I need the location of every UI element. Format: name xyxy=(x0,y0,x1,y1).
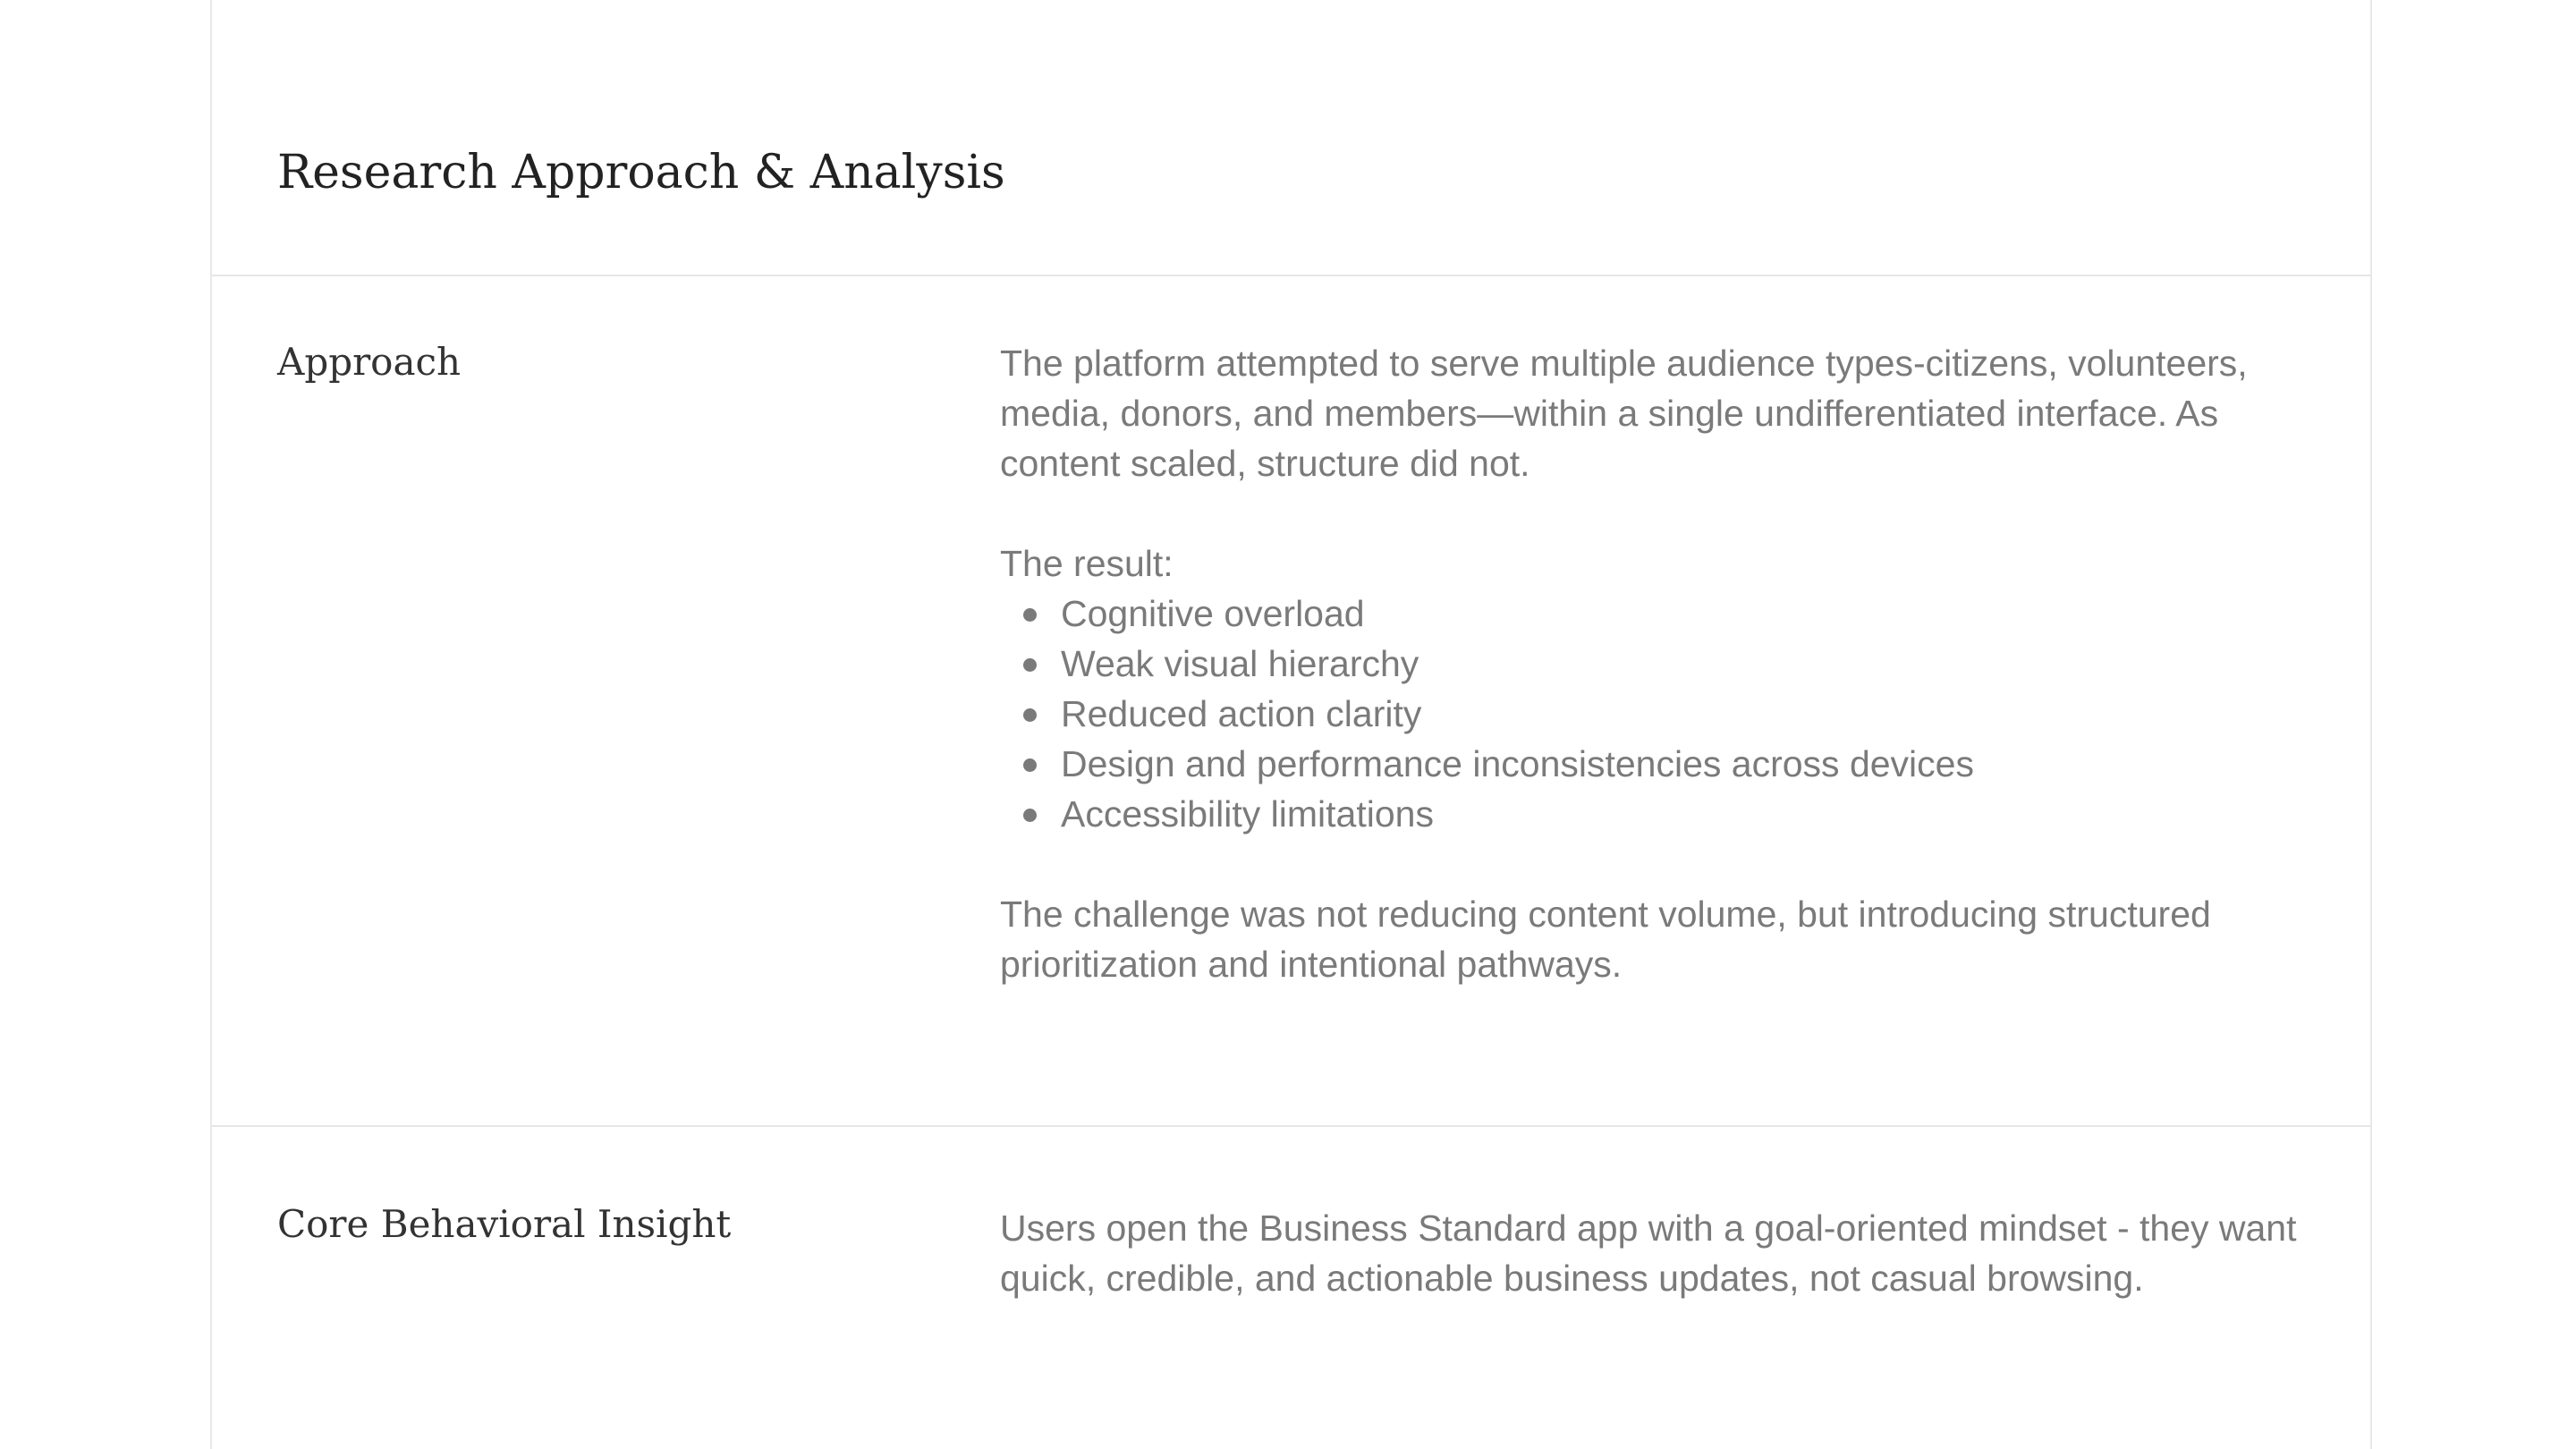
section-title: Research Approach & Analysis xyxy=(277,146,1005,199)
list-item xyxy=(1000,589,2342,639)
approach-label: Approach xyxy=(277,340,462,384)
insight-text: Users open the Business Standard app with a goal-oriented mindset - they want quick, credible, and actionable business updates, not casual browsing. xyxy=(1000,1208,2297,1299)
section-divider xyxy=(212,1125,2370,1127)
bullet-icon xyxy=(1023,708,1037,722)
result-label: The result: xyxy=(1000,543,1174,584)
approach-intro: The platform attempted to serve multiple audience types-citizens, volunteers, media, donors, and members—within a single undifferentiated interface. As content scaled, structure did not. xyxy=(1000,343,2248,484)
list-item xyxy=(1000,789,2342,839)
list-item-text: Design and performance inconsistencies across devices xyxy=(1061,743,1974,784)
list-item-text: Weak visual hierarchy xyxy=(1061,643,1419,684)
list-item-text: Accessibility limitations xyxy=(1061,793,1434,835)
bullet-icon xyxy=(1023,809,1037,822)
paragraph-spacer xyxy=(1000,488,2342,538)
list-item-text: Cognitive overload xyxy=(1061,593,1365,634)
insight-body xyxy=(1000,1203,2342,1303)
list-item-text: Reduced action clarity xyxy=(1061,693,1422,734)
paragraph-spacer xyxy=(1000,839,2342,889)
approach-body xyxy=(1000,338,2342,989)
approach-conclusion: The challenge was not reducing content volume, but introducing structured prioritization and intentional pathways. xyxy=(1000,894,2211,985)
list-item xyxy=(1000,739,2342,789)
list-item xyxy=(1000,689,2342,739)
bullet-icon xyxy=(1023,758,1037,772)
result-list xyxy=(1000,589,2342,839)
bullet-icon xyxy=(1023,658,1037,672)
bullet-icon xyxy=(1023,608,1037,622)
section-divider xyxy=(212,275,2370,276)
insight-label: Core Behavioral Insight xyxy=(277,1202,732,1246)
list-item xyxy=(1000,639,2342,689)
